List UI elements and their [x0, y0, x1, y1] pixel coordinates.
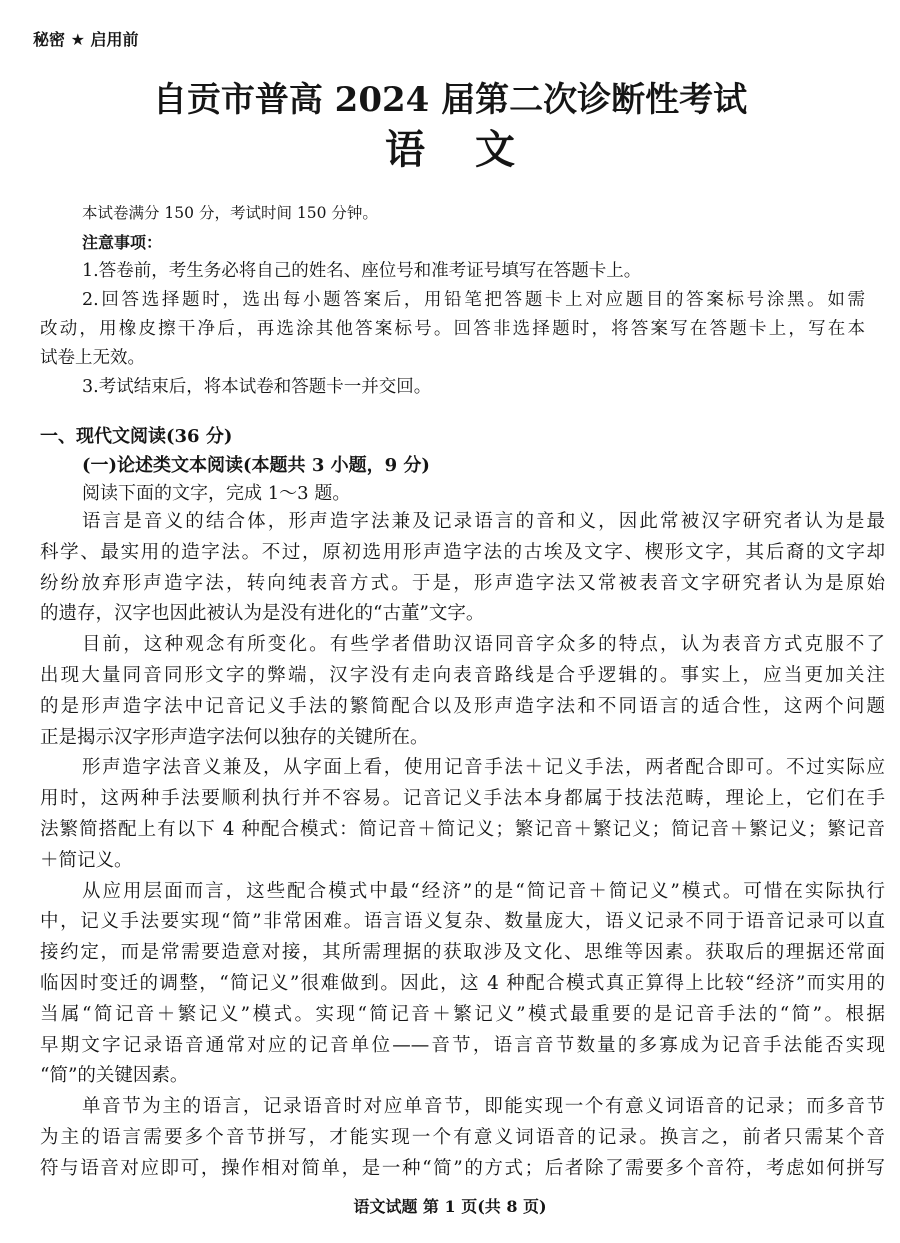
exam-notes — [40, 199, 865, 402]
passage-line: “简”的关键因素。 — [40, 1065, 189, 1087]
passage-line: 纷纷放弃形声造字法，转向纯表音方式。于是，形声造字法又常被表音文字研究者认为是原始 — [40, 572, 885, 594]
section-subheading: (一)论述类文本阅读(本题共 3 小题，9 分) — [82, 454, 430, 476]
passage-paragraph-4 — [40, 877, 885, 1093]
passage-line: 从应用层面而言，这些配合模式中最“经济”的是“简记音＋简记义”模式。可惜在实际执行 — [82, 880, 885, 902]
passage-line: 出现大量同音同形文字的弊端，汉字没有走向表音路线是合乎逻辑的。事实上，应当更加关注 — [40, 664, 885, 686]
passage-paragraph-5 — [40, 1092, 885, 1184]
note-item-1: 1.答卷前，考生务必将自己的姓名、座位号和准考证号填写在答题卡上。 — [82, 261, 642, 281]
passage-line: 科学、最实用的造字法。不过，原初选用形声造字法的古埃及文字、楔形文字，其后裔的文字却 — [40, 541, 885, 563]
passage-line: 法繁简搭配上有以下 4 种配合模式：简记音＋简记义；繁记音＋繁记义；简记音＋繁记义；繁记音 — [40, 818, 885, 840]
passage-line: 临因时变迁的调整，“简记义”很难做到。因此，这 4 种配合模式真正算得上比较“经济”而实用的 — [40, 972, 885, 994]
passage-line: 符与语音对应即可，操作相对简单，是一种“简”的方式；后者除了需要多个音符，考虑如何拼写 — [40, 1157, 885, 1179]
note-item-2-line: 2.回答选择题时，选出每小题答案后，用铅笔把答题卡上对应题目的答案标号涂黑。如需 — [82, 290, 865, 310]
passage-line: 中，记义手法要实现“简”非常困难。语言语义复杂、数量庞大，语义记录不同于语音记录可以直 — [40, 911, 885, 933]
passage-line: 形声造字法音义兼及，从字面上看，使用记音手法＋记义手法，两者配合即可。不过实际应 — [82, 757, 885, 779]
passage-line: 当属“简记音＋繁记义”模式。实现“简记音＋繁记义”模式最重要的是记音手法的“简”。根据 — [40, 1003, 885, 1025]
passage-line: 用时，这两种手法要顺利执行并不容易。记音记义手法本身都属于技法范畴，理论上，它们在手 — [40, 788, 885, 810]
passage-line: 接约定，而是常需要造意对接，其所需理据的获取涉及文化、思维等因素。获取后的理据还常面 — [40, 942, 885, 964]
passage-line: 单音节为主的语言，记录语音时对应单音节，即能实现一个有意义词语音的记录；而多音节 — [82, 1096, 885, 1118]
passage-line: 早期文字记录语音通常对应的记音单位——音节，语言音节数量的多寡成为记音手法能否实现 — [40, 1034, 885, 1056]
reading-instruction: 阅读下面的文字，完成 1～3 题。 — [82, 483, 351, 504]
passage-line: 的是形声造字法中记音记义手法的繁简配合以及形声造字法和不同语言的适合性，这两个问题 — [40, 695, 885, 717]
passage-line: 语言是音义的结合体，形声造字法兼及记录语言的音和义，因此常被汉字研究者认为是最 — [82, 511, 885, 532]
passage-paragraph-1 — [40, 507, 885, 630]
passage-paragraph-2 — [40, 630, 885, 753]
exam-duration-note: 本试卷满分 150 分，考试时间 150 分钟。 — [82, 204, 378, 222]
passage-line: 目前，这种观念有所变化。有些学者借助汉语同音字众多的特点，认为表音方式克服不了 — [82, 634, 885, 656]
section-header — [40, 423, 885, 509]
subject-title: 语文 — [385, 126, 565, 173]
passage-line: 正是揭示汉字形声造字法何以独存的关键所在。 — [40, 726, 429, 748]
notes-heading: 注意事项： — [82, 233, 163, 252]
reading-passage — [40, 507, 885, 1185]
exam-title: 自贡市普高 2024 届第二次诊断性考试 — [152, 80, 748, 120]
passage-paragraph-3 — [40, 753, 885, 876]
note-item-2-line: 改动，用橡皮擦干净后，再选涂其他答案标号。回答非选择题时，将答案写在答题卡上，写在本 — [40, 319, 865, 339]
page-footer: 语文试题 第 1 页(共 8 页) — [353, 1197, 547, 1216]
passage-line: 为主的语言需要多个音节拼写，才能实现一个有意义词语音的记录。换言之，前者只需某个音 — [40, 1126, 885, 1148]
passage-line: ＋简记义。 — [40, 849, 133, 871]
passage-line: 的遗存，汉字也因此被认为是没有进化的“古董”文字。 — [40, 603, 485, 625]
section-heading: 一、现代文阅读(36 分) — [40, 426, 233, 447]
confidentiality-label: 秘密 ★ 启用前 — [33, 30, 139, 49]
note-item-3: 3.考试结束后，将本试卷和答题卡一并交回。 — [82, 377, 432, 397]
note-item-2-line: 试卷上无效。 — [40, 348, 145, 368]
